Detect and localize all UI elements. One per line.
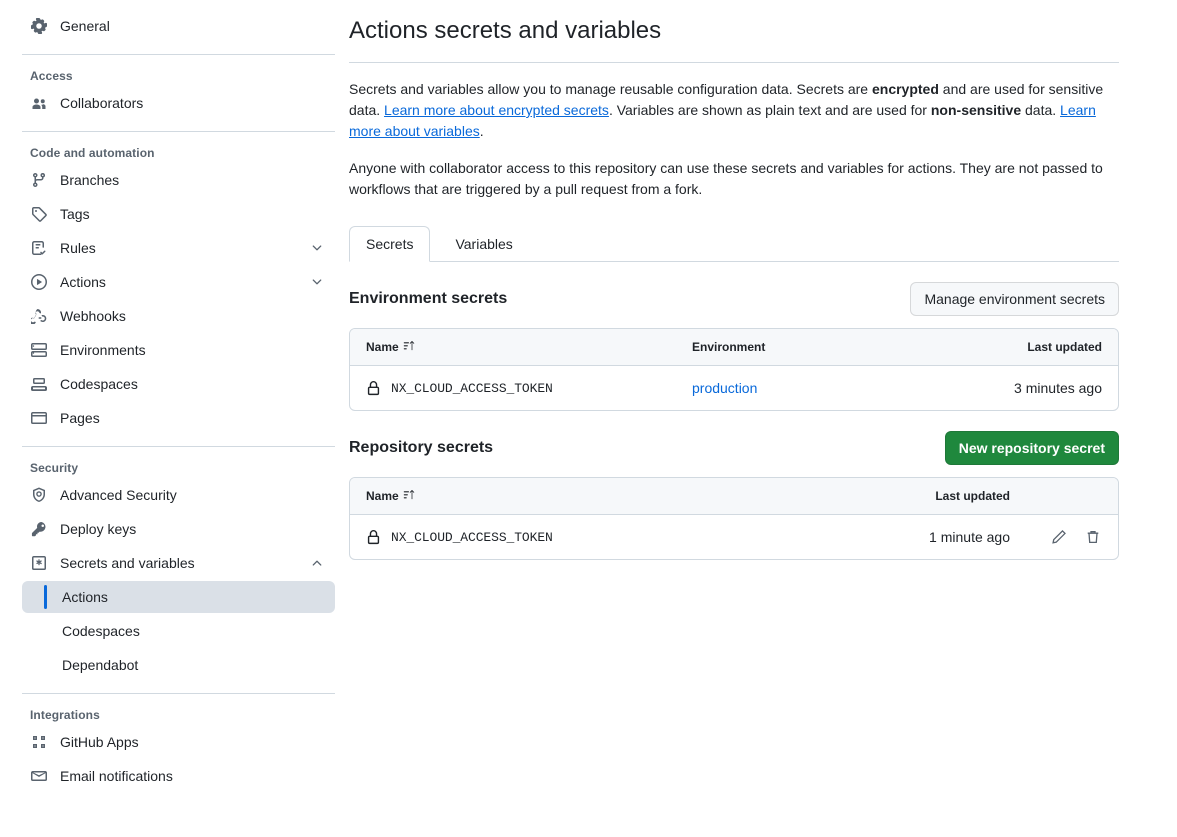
browser-icon	[30, 409, 48, 427]
lock-icon	[366, 530, 381, 545]
sidebar-item-label: Rules	[60, 240, 96, 256]
table-row	[350, 515, 1118, 559]
sidebar-divider	[22, 446, 335, 447]
environment-secrets-heading: Environment secrets	[349, 290, 508, 307]
desc-text-4: data.	[1021, 102, 1061, 118]
description-paragraph-1	[349, 79, 1119, 142]
chevron-up-icon[interactable]	[309, 555, 325, 571]
sidebar-item-email-notifications[interactable]	[22, 760, 335, 792]
sidebar-section-title-code: Code and automation	[30, 146, 155, 160]
description-paragraph-2: Anyone with collaborator access to this repository can use these secrets and variables for actions. They are not passed to workflows that are triggered by a pull request from a fork.	[349, 160, 1103, 197]
sidebar-item-advanced-security[interactable]	[22, 479, 335, 511]
sidebar-item-label: Deploy keys	[60, 521, 137, 537]
link-encrypted-secrets[interactable]: Learn more about encrypted secrets	[384, 102, 609, 118]
shield-check-icon	[30, 486, 48, 504]
branch-icon	[30, 171, 48, 189]
desc-text-3: . Variables are shown as plain text and are used for	[608, 102, 931, 118]
secret-name: NX_CLOUD_ACCESS_TOKEN	[391, 529, 553, 545]
tag-icon	[30, 205, 48, 223]
table-header-row	[350, 329, 1118, 366]
sort-ascending-icon	[403, 340, 415, 355]
sidebar-item-label: Branches	[60, 172, 120, 188]
sidebar-divider	[22, 693, 335, 694]
chevron-down-icon[interactable]	[309, 274, 325, 290]
sidebar-section-title-security: Security	[30, 461, 79, 475]
row-actions	[1010, 528, 1102, 546]
sidebar-item-label: GitHub Apps	[60, 734, 139, 750]
column-header-last-updated: Last updated	[1027, 340, 1102, 354]
last-updated-cell: 1 minute ago	[929, 529, 1010, 545]
desc-text-1: Secrets and variables allow you to manage reusable configuration data. Secrets are	[349, 81, 872, 97]
sidebar-item-general[interactable]	[22, 10, 335, 42]
main-content	[349, 0, 1177, 837]
environment-secrets-header	[349, 282, 1119, 316]
sidebar-item-label: Secrets and variables	[60, 555, 195, 571]
settings-sidebar	[0, 0, 349, 837]
sidebar-item-actions[interactable]	[22, 266, 335, 298]
repository-secrets-heading: Repository secrets	[349, 439, 494, 456]
sidebar-item-label: Environments	[60, 342, 146, 358]
sidebar-item-github-apps[interactable]	[22, 726, 335, 758]
codespaces-icon	[30, 375, 48, 393]
repository-secrets-header	[349, 431, 1119, 465]
chevron-down-icon[interactable]	[309, 240, 325, 256]
sidebar-subitem-label: Codespaces	[62, 623, 140, 639]
people-icon	[30, 94, 48, 112]
sidebar-subitem-label: Dependabot	[62, 657, 139, 673]
rules-icon	[30, 239, 48, 257]
asterisk-icon	[30, 554, 48, 572]
key-icon	[30, 520, 48, 538]
tab-label: Secrets	[366, 236, 414, 252]
column-header-name-label: Name	[366, 340, 399, 354]
sidebar-subitem-codespaces[interactable]	[22, 615, 335, 647]
column-header-name-label: Name	[366, 489, 399, 503]
environment-cell	[692, 380, 942, 396]
sidebar-divider	[22, 131, 335, 132]
link-variables[interactable]: Learn more about variables	[349, 102, 1096, 139]
lock-icon	[366, 381, 381, 396]
server-icon	[30, 341, 48, 359]
sidebar-item-pages[interactable]	[22, 402, 335, 434]
tab-label: Variables	[455, 236, 513, 252]
column-header-name[interactable]	[366, 489, 830, 504]
gear-icon	[30, 17, 48, 35]
sidebar-subnav	[22, 581, 349, 681]
sidebar-item-label: Email notifications	[60, 768, 173, 784]
sidebar-item-branches[interactable]	[22, 164, 335, 196]
page-title: Actions secrets and variables	[349, 16, 1119, 63]
sidebar-section-title-integrations: Integrations	[30, 708, 100, 722]
edit-pencil-icon[interactable]	[1050, 528, 1068, 546]
column-header-environment: Environment	[692, 340, 766, 354]
sidebar-subitem-actions[interactable]	[22, 581, 335, 613]
column-header-name[interactable]	[366, 340, 692, 355]
sidebar-subitem-dependabot[interactable]	[22, 649, 335, 681]
play-icon	[30, 273, 48, 291]
sidebar-item-label: Advanced Security	[60, 487, 177, 503]
desc-text-5: .	[479, 123, 484, 139]
table-row	[350, 366, 1118, 410]
tab-bar	[349, 222, 1119, 262]
manage-environment-secrets-button[interactable]: Manage environment secrets	[910, 282, 1119, 316]
desc-bold-encrypted: encrypted	[871, 81, 939, 97]
tab-secrets[interactable]	[349, 226, 430, 262]
sidebar-item-label: Collaborators	[60, 95, 144, 111]
environment-link[interactable]: production	[692, 380, 758, 396]
sidebar-item-tags[interactable]	[22, 198, 335, 230]
new-repository-secret-button[interactable]: New repository secret	[945, 431, 1119, 465]
sidebar-item-secrets-and-variables[interactable]	[22, 547, 335, 579]
last-updated-cell: 3 minutes ago	[1014, 380, 1102, 396]
sidebar-item-environments[interactable]	[22, 334, 335, 366]
secret-name: NX_CLOUD_ACCESS_TOKEN	[391, 380, 553, 396]
sidebar-item-collaborators[interactable]	[22, 87, 335, 119]
sidebar-item-label: Actions	[60, 274, 106, 290]
sidebar-item-webhooks[interactable]	[22, 300, 335, 332]
sidebar-item-label: Webhooks	[60, 308, 126, 324]
tab-variables[interactable]	[438, 226, 529, 262]
sidebar-divider	[22, 54, 335, 55]
sidebar-section-title-access: Access	[30, 69, 73, 83]
sidebar-item-rules[interactable]	[22, 232, 335, 264]
desc-bold-nonsensitive: non-sensitive	[930, 102, 1022, 118]
webhook-icon	[30, 307, 48, 325]
sort-ascending-icon	[403, 489, 415, 504]
mail-icon	[30, 767, 48, 785]
repository-secrets-table	[349, 477, 1119, 560]
sidebar-item-label: Pages	[60, 410, 100, 426]
secret-name-cell	[366, 381, 692, 396]
environment-secrets-table	[349, 328, 1119, 411]
sidebar-item-label: General	[60, 18, 110, 34]
sidebar-item-codespaces[interactable]	[22, 368, 335, 400]
table-header-row	[350, 478, 1118, 515]
desc-text-2: and are used for sensitive data.	[349, 81, 1104, 118]
sidebar-item-deploy-keys[interactable]	[22, 513, 335, 545]
apps-icon	[30, 733, 48, 751]
column-header-last-updated: Last updated	[935, 489, 1010, 503]
sidebar-subitem-label: Actions	[62, 589, 108, 605]
sidebar-item-label: Codespaces	[60, 376, 138, 392]
secret-name-cell	[366, 530, 830, 545]
sidebar-item-label: Tags	[60, 206, 90, 222]
delete-trash-icon[interactable]	[1084, 528, 1102, 546]
